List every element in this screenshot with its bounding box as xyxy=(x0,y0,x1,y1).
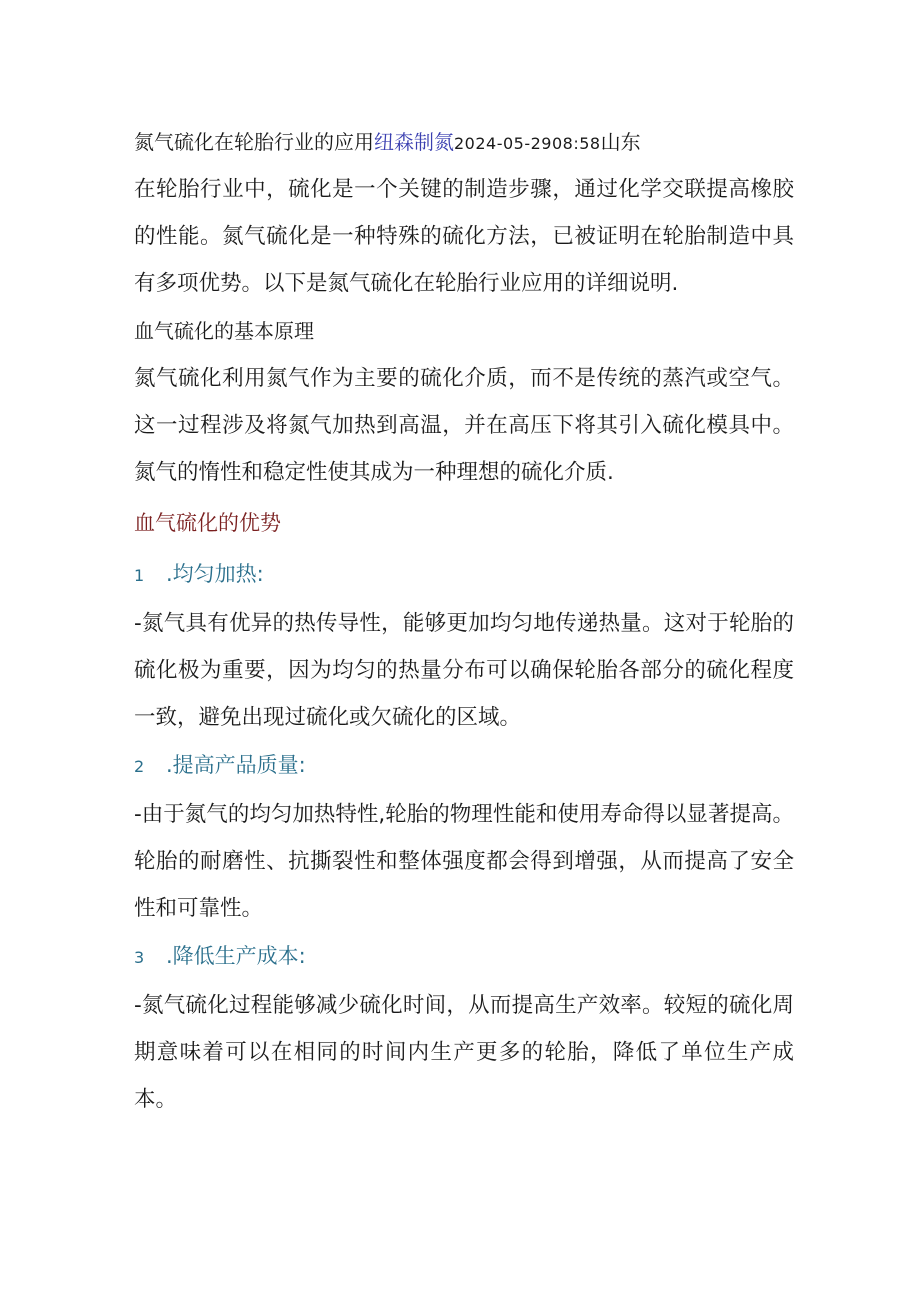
article-title: 氮气硫化在轮胎行业的应用 xyxy=(134,130,374,154)
intro-paragraph: 在轮胎行业中，硫化是一个关键的制造步骤，通过化学交联提高橡胶的性能。氮气硫化是一种特殊的硫化方法，已被证明在轮胎制造中具有多项优势。以下是氮气硫化在轮胎行业应用的详细说明. xyxy=(134,177,794,296)
advantage-body-1: -氮气具有优异的热传导性，能够更加均匀地传递热量。这对于轮胎的硫化极为重要，因为均匀的热量分布可以确保轮胎各部分的硫化程度一致，避免出现过硫化或欠硫化的区域。 xyxy=(134,611,794,730)
advantage-body-3: -氮气硫化过程能够减少硫化时间，从而提高生产效率。较短的硫化周期意味着可以在相同的时间内生产更多的轮胎，降低了单位生产成本。 xyxy=(134,993,794,1112)
item-title-text: .提高产品质量: xyxy=(166,753,306,777)
article-body xyxy=(134,124,794,1123)
item-number: 3 xyxy=(134,948,145,967)
advantage-title-1 xyxy=(134,550,794,600)
source-link[interactable]: 纽森制氮 xyxy=(374,130,454,154)
principle-paragraph: 氮气硫化利用氮气作为主要的硫化介质，而不是传统的蒸汽或空气。这一过程涉及将氮气加热到高温，并在高压下将其引入硫化模具中。氮气的惰性和稳定性使其成为一种理想的硫化介质. xyxy=(134,366,794,485)
section-heading-principle: 血气硫化的基本原理 xyxy=(134,319,314,343)
article-header xyxy=(134,124,794,162)
item-number: 2 xyxy=(134,757,145,776)
item-title-text: .均匀加热: xyxy=(166,562,264,586)
advantage-title-2 xyxy=(134,741,794,791)
item-title-text: .降低生产成本: xyxy=(166,944,306,968)
section-heading-advantages: 血气硫化的优势 xyxy=(134,511,281,535)
advantage-body-2: -由于氮气的均匀加热特性,轮胎的物理性能和使用寿命得以显著提高。轮胎的耐磨性、抗撕裂性和整体强度都会得到增强，从而提高了安全性和可靠性。 xyxy=(134,802,794,921)
publish-datetime: 2024-05-2908:58 xyxy=(454,134,601,153)
item-number: 1 xyxy=(134,566,145,585)
publish-location: 山东 xyxy=(600,130,641,154)
advantage-title-3 xyxy=(134,932,794,982)
